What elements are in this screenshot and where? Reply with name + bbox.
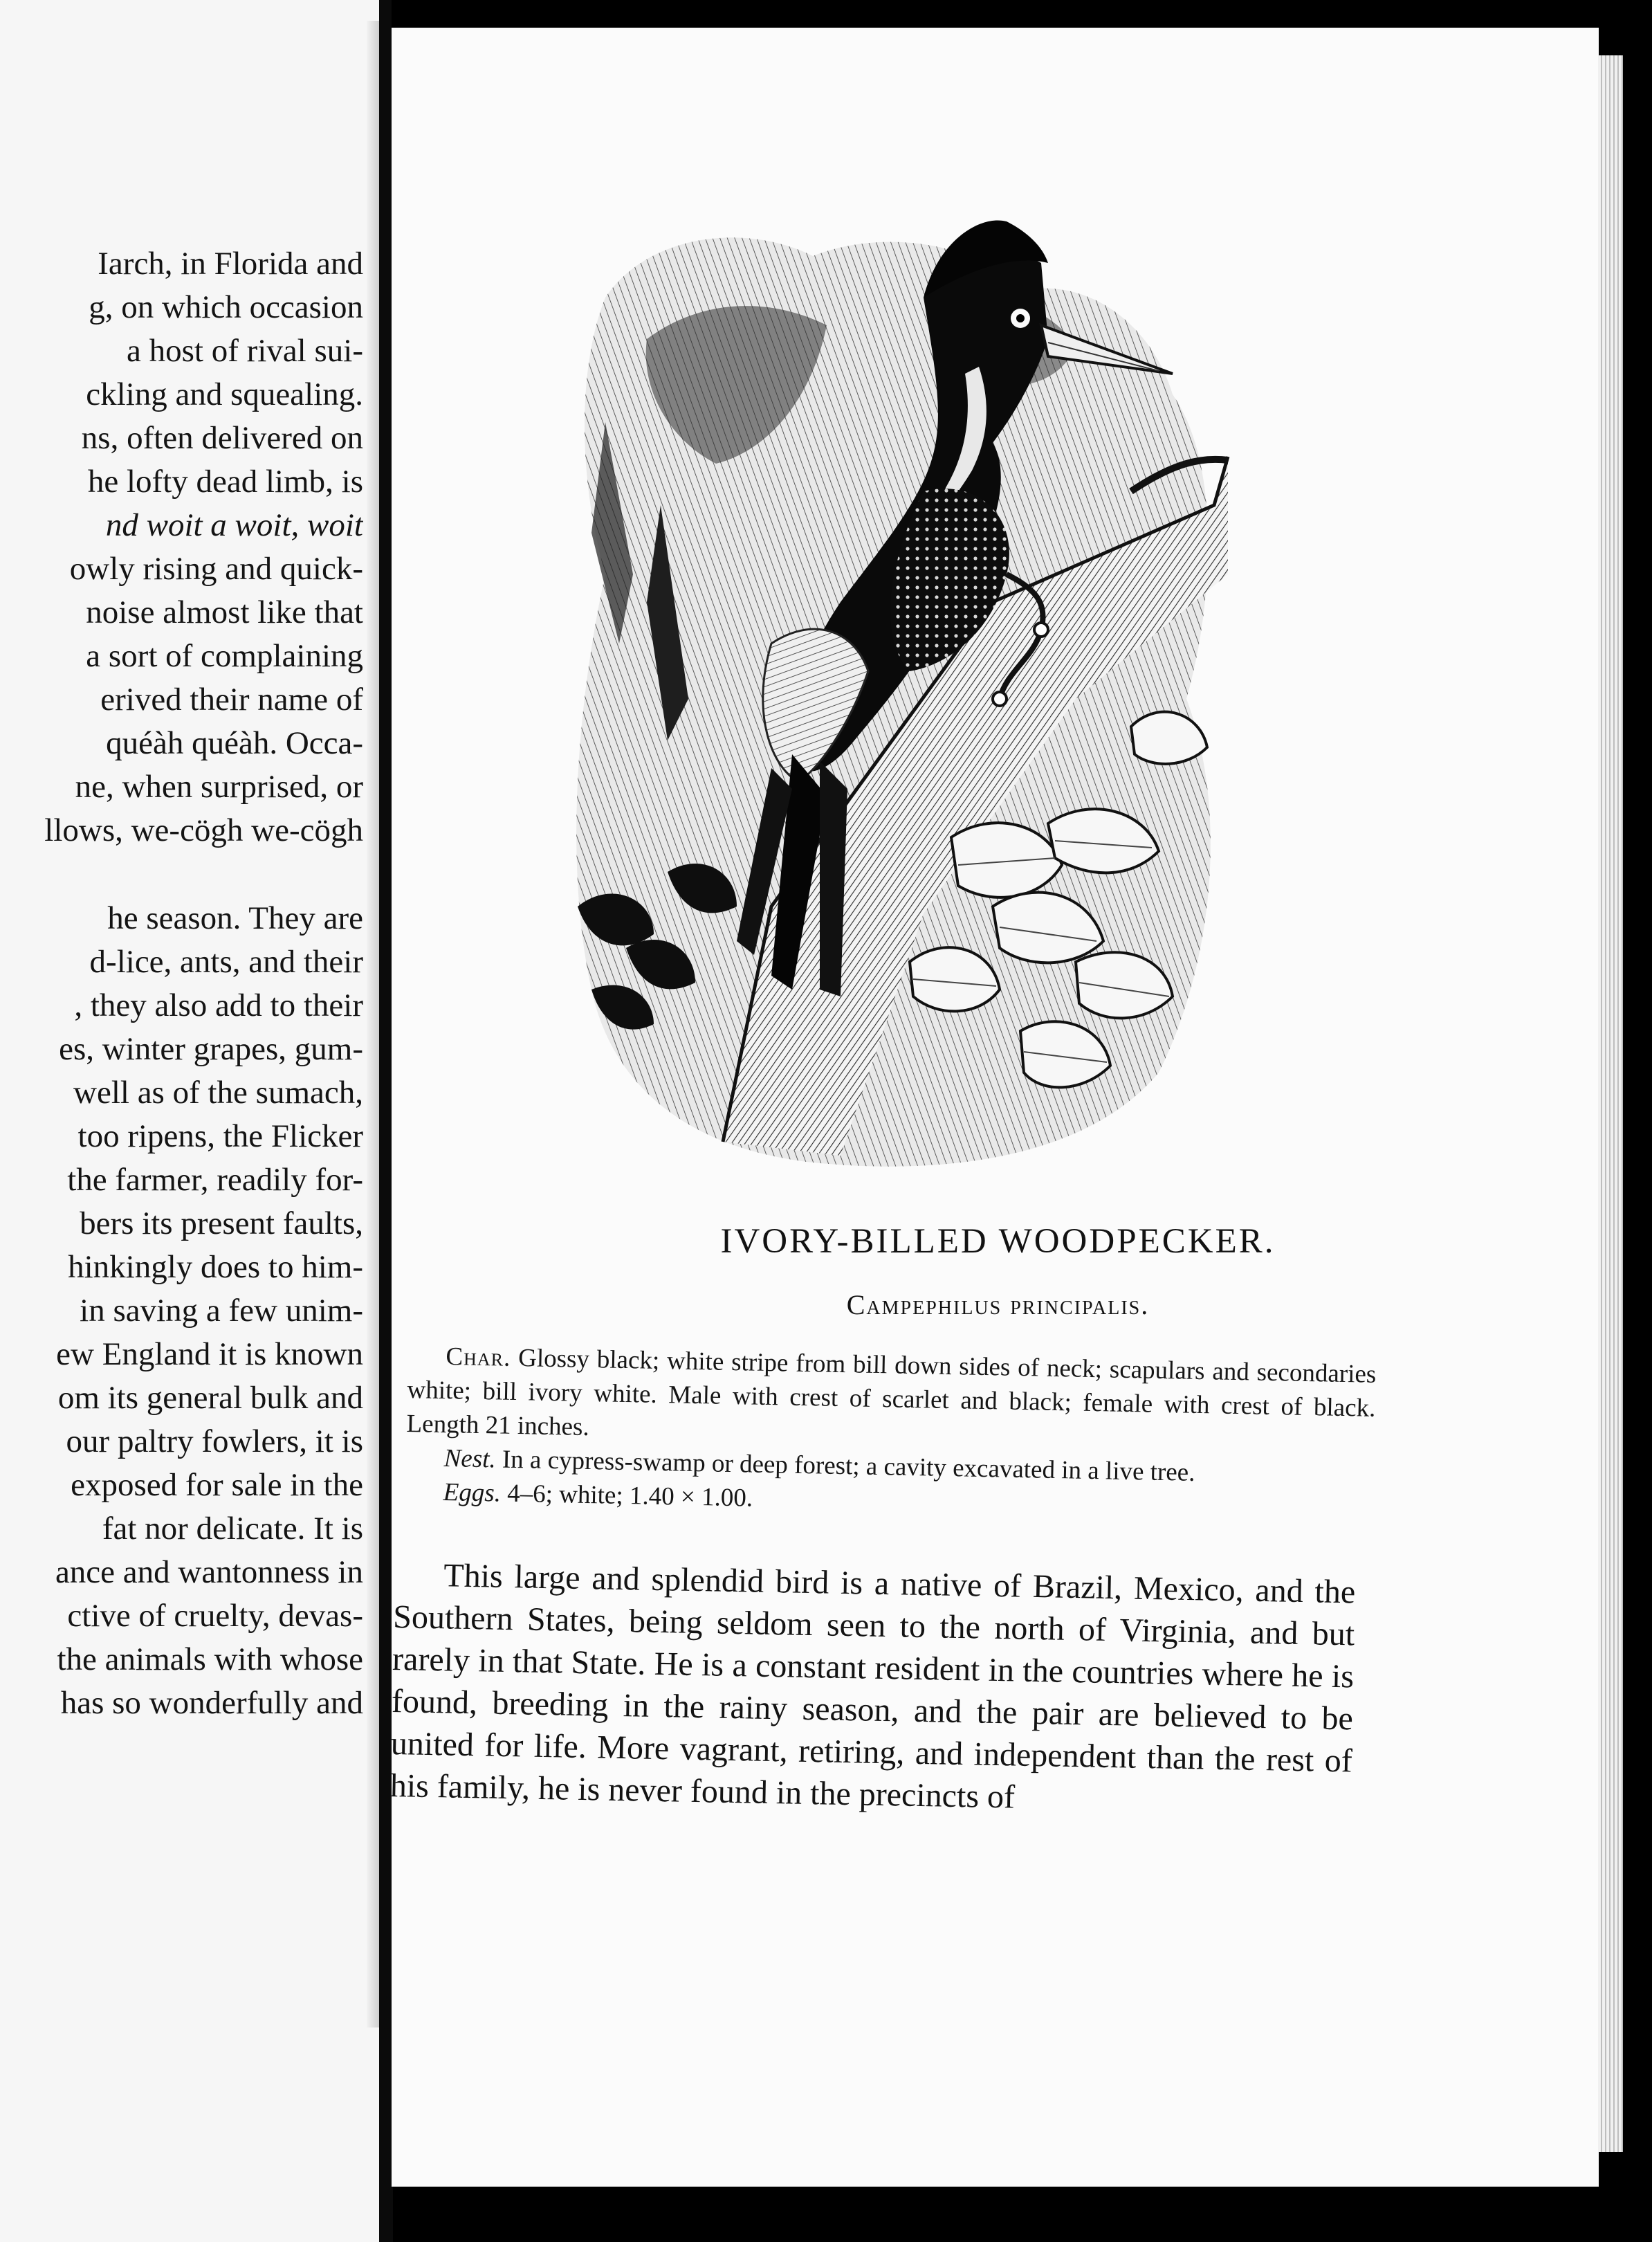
species-characteristics <box>405 1339 1376 1527</box>
text-line: ns, often delivered on <box>81 420 363 456</box>
text-line: noise almost like that <box>86 594 363 630</box>
woodpecker-illustration <box>564 215 1276 1183</box>
text-line: the farmer, readily for- <box>67 1162 363 1198</box>
text-line: too ripens, the Flicker <box>77 1118 363 1154</box>
text-line: well as of the sumach, <box>73 1075 363 1111</box>
char-paragraph <box>406 1339 1377 1459</box>
text-line: fat nor delicate. It is <box>102 1511 363 1547</box>
page-fold-shadow <box>367 21 379 2027</box>
text-line: , they also add to their <box>74 987 363 1023</box>
text-line: exposed for sale in the <box>71 1467 363 1503</box>
previous-page-text <box>0 242 363 1725</box>
text-line: erived their name of <box>100 682 363 718</box>
book-gutter <box>379 0 393 2242</box>
text-line: has so wonderfully and <box>60 1685 363 1721</box>
char-text: Glossy black; white stripe from bill down sides of neck; scapulars and secondaries white; bill ivory white. Male with crest of scarlet and black; female with crest of black. Length 21 inches. <box>406 1344 1377 1442</box>
nest-label: Nest. <box>443 1444 497 1474</box>
previous-page <box>0 0 379 2242</box>
text-line: a sort of complaining <box>86 638 363 674</box>
page-edges <box>1598 55 1623 2152</box>
text-line: ckling and squealing. <box>86 376 363 412</box>
plate-title: IVORY-BILLED WOODPECKER. <box>720 1222 1276 1261</box>
eggs-text: 4–6; white; 1.40 × 1.00. <box>506 1479 753 1513</box>
text-line: a host of rival sui- <box>127 333 363 369</box>
text-line: ne, when surprised, or <box>75 769 363 805</box>
text-line: in saving a few unim- <box>80 1293 363 1329</box>
text-line: quéàh quéàh. Occa- <box>106 725 363 761</box>
body-paragraph: This large and splendid bird is a native of Brazil, Mexico, and the Southern States, being seldom seen to the north of Virginia, and but rarely in that State. He is a constant resident in the countries where he is found, breeding in the rainy season, and the pair are believed to be united for life. More vagrant, retiring, and independent than the rest of his family, he is never found in the precincts of <box>389 1557 1356 1816</box>
text-line: he lofty dead limb, is <box>87 464 363 500</box>
text-line: es, winter grapes, gum- <box>59 1031 363 1067</box>
text-line: ew England it is known <box>56 1336 363 1372</box>
body-text <box>389 1553 1355 1824</box>
text-line: bers its present faults, <box>80 1205 363 1241</box>
text-line: hinkingly does to him- <box>68 1249 363 1285</box>
text-line: llows, we-cögh we-cögh <box>44 812 363 848</box>
nest-text: In a cypress-swamp or deep forest; a cavity excavated in a live tree. <box>502 1445 1195 1487</box>
text-line: om its general bulk and <box>57 1380 363 1416</box>
paragraph-gap <box>0 853 363 897</box>
text-line: nd woit a woit, woit <box>105 507 363 543</box>
text-line: d-lice, ants, and their <box>89 944 363 980</box>
text-line: Iarch, in Florida and <box>98 246 363 282</box>
text-line: ctive of cruelty, devas- <box>67 1598 363 1634</box>
eggs-label: Eggs. <box>443 1478 502 1508</box>
text-line: ance and wantonness in <box>55 1554 363 1590</box>
text-line: the animals with whose <box>57 1641 363 1677</box>
text-line: owly rising and quick- <box>69 551 363 587</box>
text-line: g, on which occasion <box>89 289 363 325</box>
latin-name: Campephilus principalis. <box>846 1289 1150 1320</box>
text-line: he season. They are <box>107 900 363 936</box>
text-line: our paltry fowlers, it is <box>66 1423 363 1459</box>
char-label: Char. <box>446 1342 511 1372</box>
woodpecker-engraving <box>564 215 1276 1183</box>
